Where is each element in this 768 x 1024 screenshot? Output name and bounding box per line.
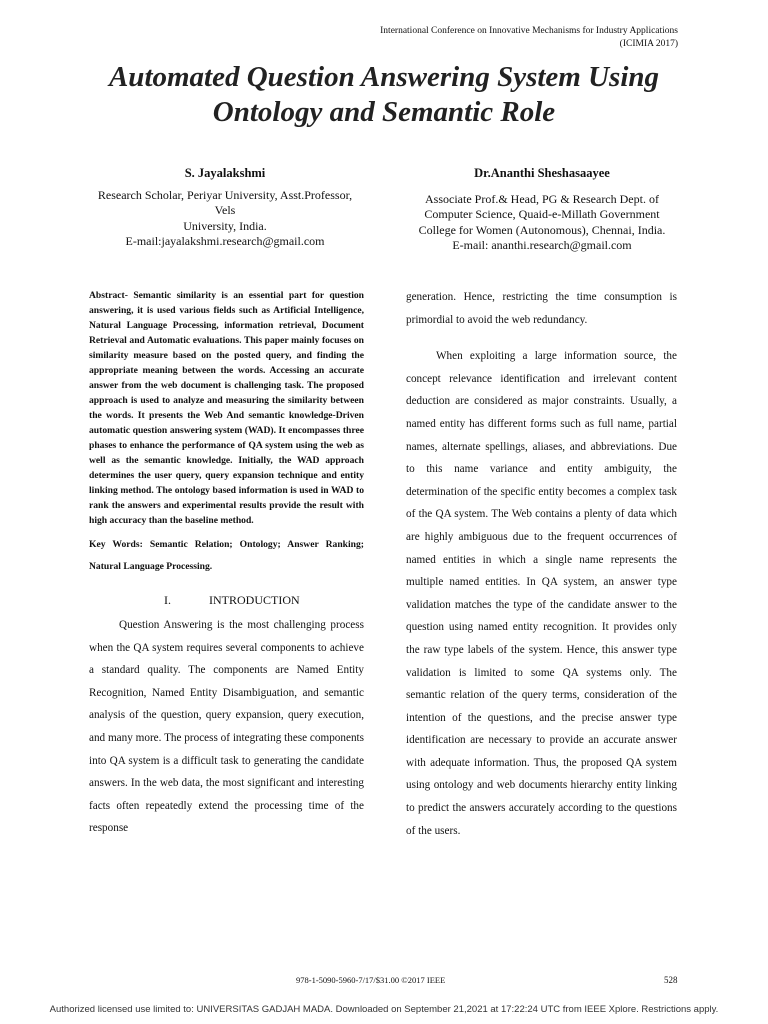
- footer-isbn: 978-1-5090-5960-7/17/$31.00 ©2017 IEEE: [296, 975, 446, 985]
- author-affiliation-line: Associate Prof.& Head, PG & Research Dept. of: [425, 191, 659, 206]
- intro-paragraph: Question Answering is the most challenging process when the QA system requires several components to achieve a standard quality. The components are Named Entity Recognition, Named Entity Disambiguation, and semantic analysis of the question, query expansion, query execution, and many more. The process of integrating these components into QA system is a difficult task to generating the candidate answers. In the web data, the most significant and interesting facts often repeatedly extend the processing time of the response: [89, 619, 364, 835]
- author-email: E-mail: ananthi.research@gmail.com: [452, 238, 632, 252]
- author-name: S. Jayalakshmi: [184, 166, 266, 180]
- license-notice: Authorized licensed use limited to: UNIVERSITAS GADJAH MADA. Downloaded on September 21,2021 at 17:22:24 UTC from IEEE Xplore. Restrictions apply.: [49, 1004, 719, 1015]
- right-column: [406, 286, 677, 842]
- section-heading: [89, 590, 364, 610]
- conference-name: International Conference on Innovative Mechanisms for Industry Applications: [380, 26, 678, 36]
- section-number: I.: [164, 593, 171, 607]
- title-line-1: Automated Question Answering System Using: [108, 61, 660, 93]
- keywords: Key Words: Semantic Relation; Ontology; Answer Ranking; Natural Language Processing.: [89, 539, 364, 572]
- continued-paragraph: generation. Hence, restricting the time consumption is primordial to avoid the web redundancy.: [406, 291, 677, 326]
- abstract: Abstract- Semantic similarity is an essential part for question answering, it is used various fields such as Artificial Intelligence, Natural Language Processing, information retrieval, Document Retrieval and Automatic evaluations. This paper mainly focuses on similarity measure based on the posted query, and finding the appropriate meaning between the words. Accessing an accurate answer from the web document is challenging task. The proposed approach is used to analyze and measuring the similarity between the words. It presents the Web And semantic knowledge-Driven automatic question answering system (WAD). It encompasses three phases to enhance the performance of QA system using the web as well as the semantic knowledge. Initially, the WAD approach determines the user query, query expansion technique and entity linking method. The ontology based information is used in WAD to rank the answers and experimental results provide the result with high accuracy than the baseline method.: [89, 290, 364, 526]
- conference-header: [318, 25, 678, 51]
- conference-acronym: (ICIMIA 2017): [619, 39, 678, 49]
- author-affiliation-line: Vels: [214, 203, 236, 217]
- paper-title: [40, 60, 728, 130]
- author-block-2: [402, 166, 682, 254]
- title-line-2: Ontology and Semantic Role: [212, 96, 556, 128]
- author-affiliation-line: University, India.: [183, 218, 267, 233]
- author-affiliation-line: College for Women (Autonomous), Chennai, India.: [418, 222, 666, 237]
- body-paragraph: When exploiting a large information source, the concept relevance identification and irrelevant content deduction are considered as major constraints. Usually, a named entity has different forms such as full name, partial names, alternate spellings, aliases, and abbreviations. Due to this name variance and entity ambiguity, the determination of the specific entity becomes a complex task of the QA system. The Web contains a plenty of data which are highly ambiguous due to the frequent occurrences of named entities in which a single name represents the multiple named entities. In QA system, an answer type validation matches the type of the candidate answer to the question using named entity recognition. It provides only the raw type labels of the system. Hence, this answer type validation is limited to some QA systems only. The semantic relation of the query terms, consideration of the intention of the questions, and the precise answer type identification are necessary to provide an accurate answer with adequate information. Thus, the proposed QA system using ontology and web documents hierarchy entity linking to predict the answers accurately according to the questions of the users.: [406, 350, 677, 837]
- left-column: [89, 288, 364, 840]
- author-affiliation-line: Research Scholar, Periyar University, Asst.Professor,: [97, 187, 353, 202]
- page-number: 528: [664, 975, 678, 985]
- section-title: INTRODUCTION: [209, 593, 300, 607]
- author-email: E-mail:jayalakshmi.research@gmail.com: [125, 234, 325, 248]
- author-name: Dr.Ananthi Sheshasaayee: [474, 166, 610, 180]
- author-block-1: [85, 166, 365, 250]
- author-affiliation-line: Computer Science, Quaid-e-Millath Government: [424, 207, 660, 221]
